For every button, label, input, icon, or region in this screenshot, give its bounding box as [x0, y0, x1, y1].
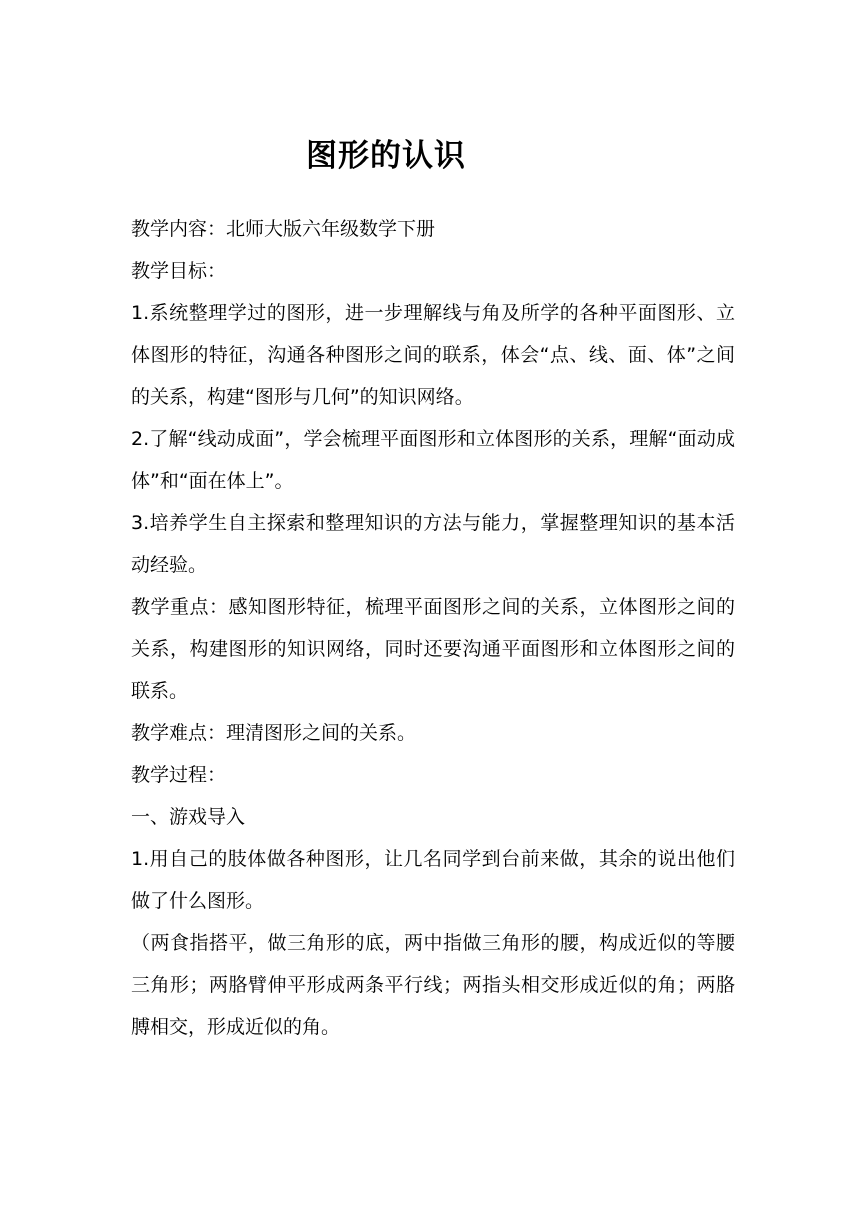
objective-1-paragraph: 1.系统整理学过的图形，进一步理解线与角及所学的各种平面图形、立体图形的特征，沟通各种图形之间的联系，体会“点、线、面、体”之间的关系，构建“图形与几何”的知识网络。 — [131, 302, 735, 408]
teaching-process-heading: 教学过程： — [131, 764, 227, 786]
objective-3-paragraph: 3.培养学生自主探索和整理知识的方法与能力，掌握整理知识的基本活动经验。 — [131, 512, 735, 576]
teaching-content-paragraph: 教学内容：北师大版六年级数学下册 — [131, 218, 436, 240]
objective-2-paragraph: 2.了解“线动成面”，学会梳理平面图形和立体图形的关系，理解“面动成体”和“面在体上”。 — [131, 428, 735, 492]
section-game-intro-heading: 一、游戏导入 — [131, 806, 246, 828]
teaching-difficulty-paragraph: 教学难点：理清图形之间的关系。 — [131, 722, 417, 744]
teaching-objectives-heading: 教学目标： — [131, 260, 227, 282]
teaching-focus-paragraph: 教学重点：感知图形特征，梳理平面图形之间的关系，立体图形之间的关系，构建图形的知识网络，同时还要沟通平面图形和立体图形之间的联系。 — [131, 596, 735, 702]
activity-1-paragraph: 1.用自己的肢体做各种图形，让几名同学到台前来做，其余的说出他们做了什么图形。 — [131, 848, 735, 912]
activity-note-paragraph: （两食指搭平，做三角形的底，两中指做三角形的腰，构成近似的等腰三角形；两胳臂伸平形成两条平行线；两指头相交形成近似的角；两胳膊相交，形成近似的角。 — [131, 932, 735, 1038]
document-body — [131, 208, 735, 1048]
document-title: 图形的认识 — [306, 138, 466, 174]
